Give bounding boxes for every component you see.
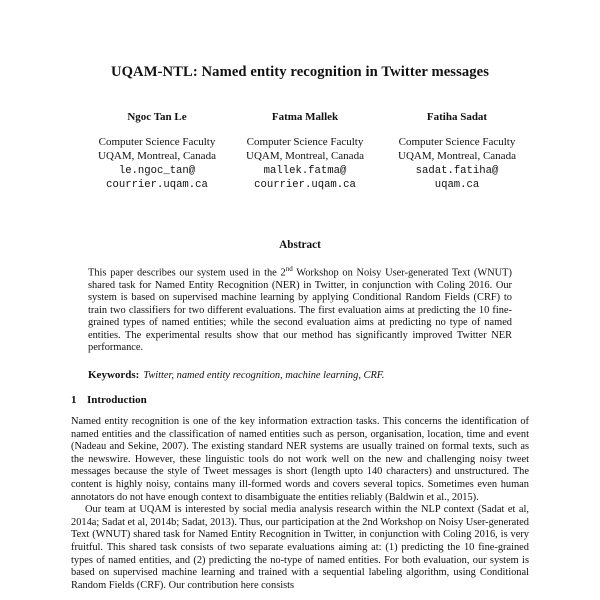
keywords-line (88, 369, 528, 381)
section-number: 1 (71, 394, 77, 406)
section-heading (71, 394, 531, 406)
author-location: UQAM, Montreal, Canada (246, 150, 364, 163)
abstract-text-part: This paper describes our system used in the 2 (88, 267, 286, 279)
author-email-user: le.ngoc_tan@ (118, 164, 196, 177)
author-name: Ngoc Tan Le (127, 111, 187, 123)
author-email-domain: uqam.ca (434, 178, 480, 191)
paper-title: UQAM-NTL: Named entity recognition in Twitter messages (110, 64, 490, 80)
abstract-heading: Abstract (279, 239, 321, 251)
keywords-label: Keywords: (88, 369, 140, 381)
author-name: Fatiha Sadat (426, 111, 488, 123)
author-location: UQAM, Montreal, Canada (98, 150, 216, 163)
author-email-user: sadat.fatiha@ (415, 164, 499, 177)
author-email-domain: courrier.uqam.ca (254, 178, 356, 191)
paragraph: Named entity recognition is one of the key information extraction tasks. This concerns the identification of named entities and the classification of named entities such as person, organisation, location, time and event (Nadeau and Sekine, 2007). The existing standard NER systems are usually trained on formal texts, such as the newswire. However, these linguistic tools do not work well on the new and challenging noisy tweet messages because the style of Tweet messages is short (length upto 140 characters) and unstructured. The content is highly noisy, contains many ill-formed words and covers several topics. Sometimes even human annotators do not have enough context to disambiguate the entities reliably (Baldwin et al., 2015). (71, 416, 529, 503)
abstract-text (88, 263, 512, 354)
body-text (71, 416, 529, 592)
author-location: UQAM, Montreal, Canada (398, 150, 516, 163)
abstract-text-part: Workshop on Noisy User-generated Text (WNUT) shared task for Named Entity Recognition (NER) in Twitter, in conjunction with Coling 2016. Our system is based on supervised machine learning by applying Conditional Random Fields (CRF) to train two classifiers for two different evaluations. The first evaluation aims at predicting the 10 fine-grained types of named entities; while the second evaluation aims at predicting no type of named entities. The experimental results show that our method has significantly improved Twitter NER performance. (88, 267, 512, 353)
author-email-domain: courrier.uqam.ca (106, 178, 208, 191)
author-affiliation: Computer Science Faculty (246, 136, 364, 149)
author-affiliation: Computer Science Faculty (398, 136, 516, 149)
author-email-user: mallek.fatma@ (263, 164, 347, 177)
keywords-text: Twitter, named entity recognition, machine learning, CRF. (143, 370, 385, 381)
section-title: Introduction (87, 394, 147, 406)
author-affiliation: Computer Science Faculty (98, 136, 216, 149)
author-block-3 (362, 110, 552, 192)
paragraph: Our team at UQAM is interested by social media analysis research within the NLP context (Sadat et al, 2014a; Sadat et al, 2014b; Sadat, 2013). Thus, our participation at the 2nd Workshop on Noisy User-generated Text (WNUT) shared task for Named Entity Recognition in Twitter, in conjunction with Coling 2016, is very fruitful. This shared task consists of two separate evaluations aiming at: (1) predicting the 10 fine-grained types of named entities, and (2) predicting the no-type of named entities. For both evaluation, our system is based on supervised machine learning and trained with a sequential labeling algorithm, using Conditional Random Fields (CRF). Our contribution here consists (71, 504, 529, 591)
author-name: Fatma Mallek (271, 111, 339, 123)
abstract-superscript: nd (285, 265, 293, 273)
